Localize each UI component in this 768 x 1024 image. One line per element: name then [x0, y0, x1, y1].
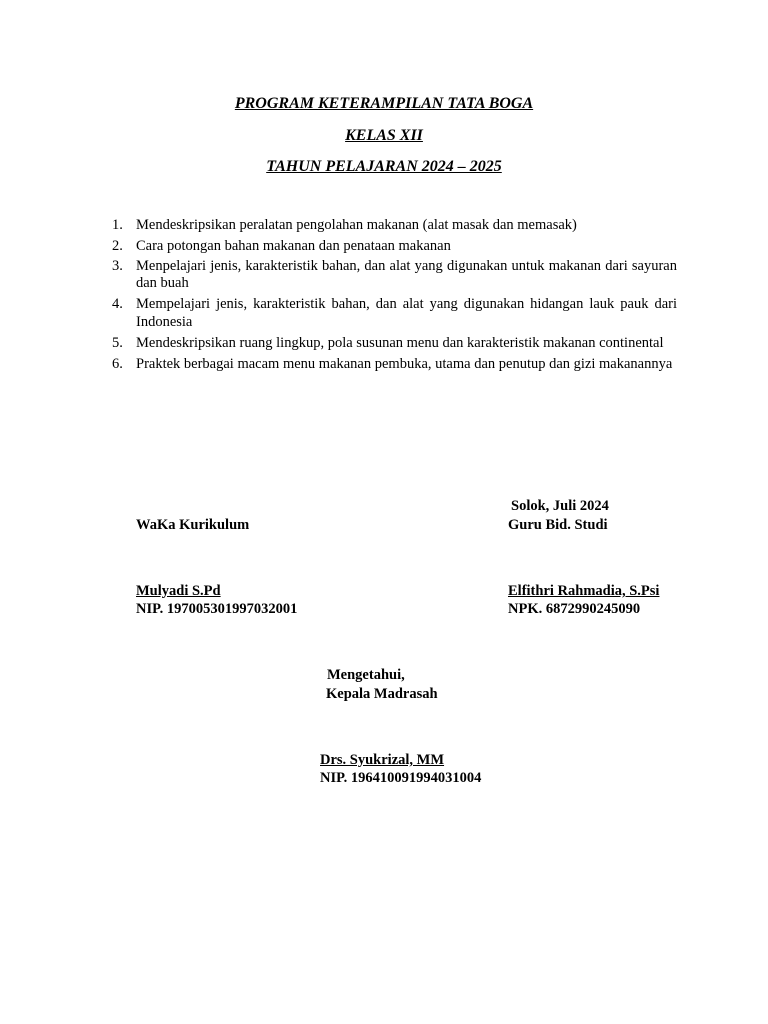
list-item-text: Mempelajari jenis, karakteristik bahan, dan alat yang digunakan hidangan lauk pauk dari Indonesia: [136, 296, 677, 330]
acknowledgement-label: Mengetahui,: [327, 667, 405, 683]
left-signer-role: WaKa Kurikulum: [136, 517, 250, 533]
list-item-number: 6.: [112, 356, 123, 372]
list-item-number: 5.: [112, 335, 123, 351]
left-signer-name: Mulyadi S.Pd: [136, 583, 221, 599]
list-item: [106, 355, 677, 373]
left-signer-id: NIP. 197005301997032001: [136, 601, 298, 617]
document-academic-year: TAHUN PELAJARAN 2024 – 2025: [266, 158, 502, 175]
right-signer-name: Elfithri Rahmadia, S.Psi: [508, 583, 660, 599]
head-name: Drs. Syukrizal, MM: [320, 752, 445, 768]
right-signer-id: NPK. 6872990245090: [508, 601, 641, 617]
list-item: [106, 237, 677, 255]
list-item-text: Mendeskripsikan ruang lingkup, pola susunan menu dan karakteristik makanan continental: [136, 335, 664, 351]
list-item: [106, 258, 677, 292]
document-title: PROGRAM KETERAMPILAN TATA BOGA: [234, 95, 534, 112]
document-class: KELAS XII: [345, 127, 423, 144]
list-item-number: 4.: [112, 296, 123, 312]
place-date: Solok, Juli 2024: [511, 498, 609, 514]
right-signer-role: Guru Bid. Studi: [508, 517, 608, 533]
list-item-number: 3.: [112, 258, 123, 274]
list-item-text: Mendeskripsikan peralatan pengolahan makanan (alat masak dan memasak): [136, 217, 577, 233]
head-id: NIP. 196410091994031004: [320, 770, 482, 786]
list-item-number: 1.: [112, 217, 123, 233]
list-item-text: Menpelajari jenis, karakteristik bahan, dan alat yang digunakan untuk makanan dari sayuran dan buah: [136, 258, 677, 291]
list-item: [106, 216, 677, 234]
list-item-text: Cara potongan bahan makanan dan penataan makanan: [136, 238, 451, 254]
list-item: [106, 334, 677, 352]
competency-list: [106, 216, 677, 373]
list-item-text: Praktek berbagai macam menu makanan pembuka, utama dan penutup dan gizi makanannya: [136, 356, 673, 372]
list-item: [106, 295, 677, 331]
head-role: Kepala Madrasah: [326, 686, 438, 702]
list-item-number: 2.: [112, 238, 123, 254]
